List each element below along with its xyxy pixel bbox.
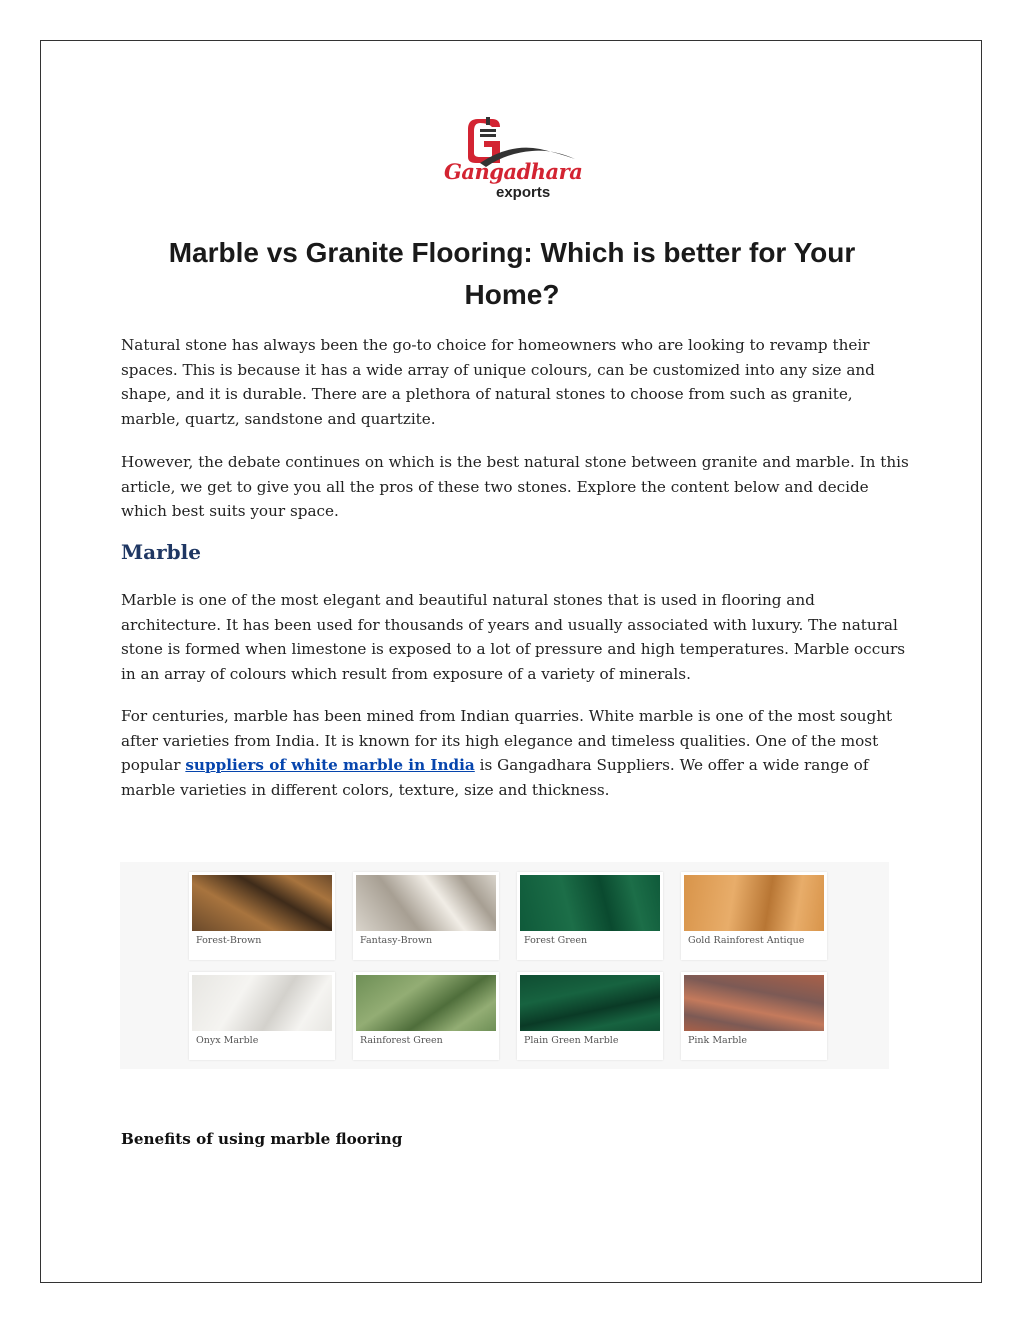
logo-sub-text: exports bbox=[496, 184, 551, 201]
marble-swatch bbox=[356, 975, 496, 1031]
logo-brand-text: Gangadhara bbox=[444, 159, 583, 184]
marble-swatch bbox=[684, 975, 824, 1031]
marble-heading: Marble bbox=[121, 540, 201, 564]
marble-tile bbox=[189, 972, 335, 1060]
marble-tile bbox=[681, 972, 827, 1060]
marble-tile bbox=[517, 972, 663, 1060]
marble-gallery-image bbox=[120, 862, 889, 1069]
marble-tile bbox=[353, 872, 499, 960]
marble-paragraph-1: Marble is one of the most elegant and beautiful natural stones that is used in flooring and architecture. It has been used for thousands of years and usually associated with luxury. The natural stone is formed when limestone is exposed to a lot of pressure and high temperatures. Marble occurs in an array of colours which result from exposure of a variety of minerals. bbox=[121, 591, 906, 683]
marble-tile-label: Gold Rainforest Antique bbox=[688, 935, 805, 946]
marble-paragraph-2 bbox=[121, 704, 911, 802]
marble-tile-label: Plain Green Marble bbox=[524, 1035, 619, 1046]
marble-tile-label: Rainforest Green bbox=[360, 1035, 443, 1046]
marble-swatch bbox=[356, 875, 496, 931]
marble-swatch bbox=[684, 875, 824, 931]
marble-tile-label: Onyx Marble bbox=[196, 1035, 259, 1046]
marble-tile-label: Forest-Brown bbox=[196, 935, 262, 946]
debate-paragraph: However, the debate continues on which is the best natural stone between granite and marble. In this article, we get to give you all the pros of these two stones. Explore the content below and decide which best suits your space. bbox=[121, 453, 909, 520]
marble-tile-label: Pink Marble bbox=[688, 1035, 747, 1046]
page-title: Marble vs Granite Flooring: Which is better for Your Home? bbox=[168, 237, 856, 310]
marble-tile-label: Fantasy-Brown bbox=[360, 935, 433, 946]
marble-swatch bbox=[192, 875, 332, 931]
marble-paragraph-2-end: is Gangadhara Suppliers. We offer a wide range of marble varieties in different colors, texture, size and thickness. bbox=[121, 756, 869, 799]
marble-tile-label: Forest Green bbox=[524, 935, 588, 946]
white-marble-suppliers-link[interactable]: suppliers of white marble in India bbox=[185, 756, 475, 774]
marble-paragraph-2-start: For centuries, marble has been mined from Indian quarries. White marble is one of the most sought after varieties from India. It is known for its high elegance and timeless qualities. One of the most popular bbox=[121, 707, 893, 774]
intro-paragraph: Natural stone has always been the go-to choice for homeowners who are looking to revamp their spaces. This is because it has a wide array of unique colours, can be customized into any size and shape, and it is durable. There are a plethora of natural stones to choose from such as granite, marble, quartz, sandstone and quartzite. bbox=[121, 336, 875, 428]
benefits-heading: Benefits of using marble flooring bbox=[121, 1130, 403, 1148]
marble-tile bbox=[189, 872, 335, 960]
gangadhara-logo bbox=[440, 115, 590, 210]
marble-tile bbox=[517, 872, 663, 960]
marble-tile bbox=[681, 872, 827, 960]
marble-swatch bbox=[192, 975, 332, 1031]
marble-tile bbox=[353, 972, 499, 1060]
marble-swatch bbox=[520, 975, 660, 1031]
marble-swatch bbox=[520, 875, 660, 931]
